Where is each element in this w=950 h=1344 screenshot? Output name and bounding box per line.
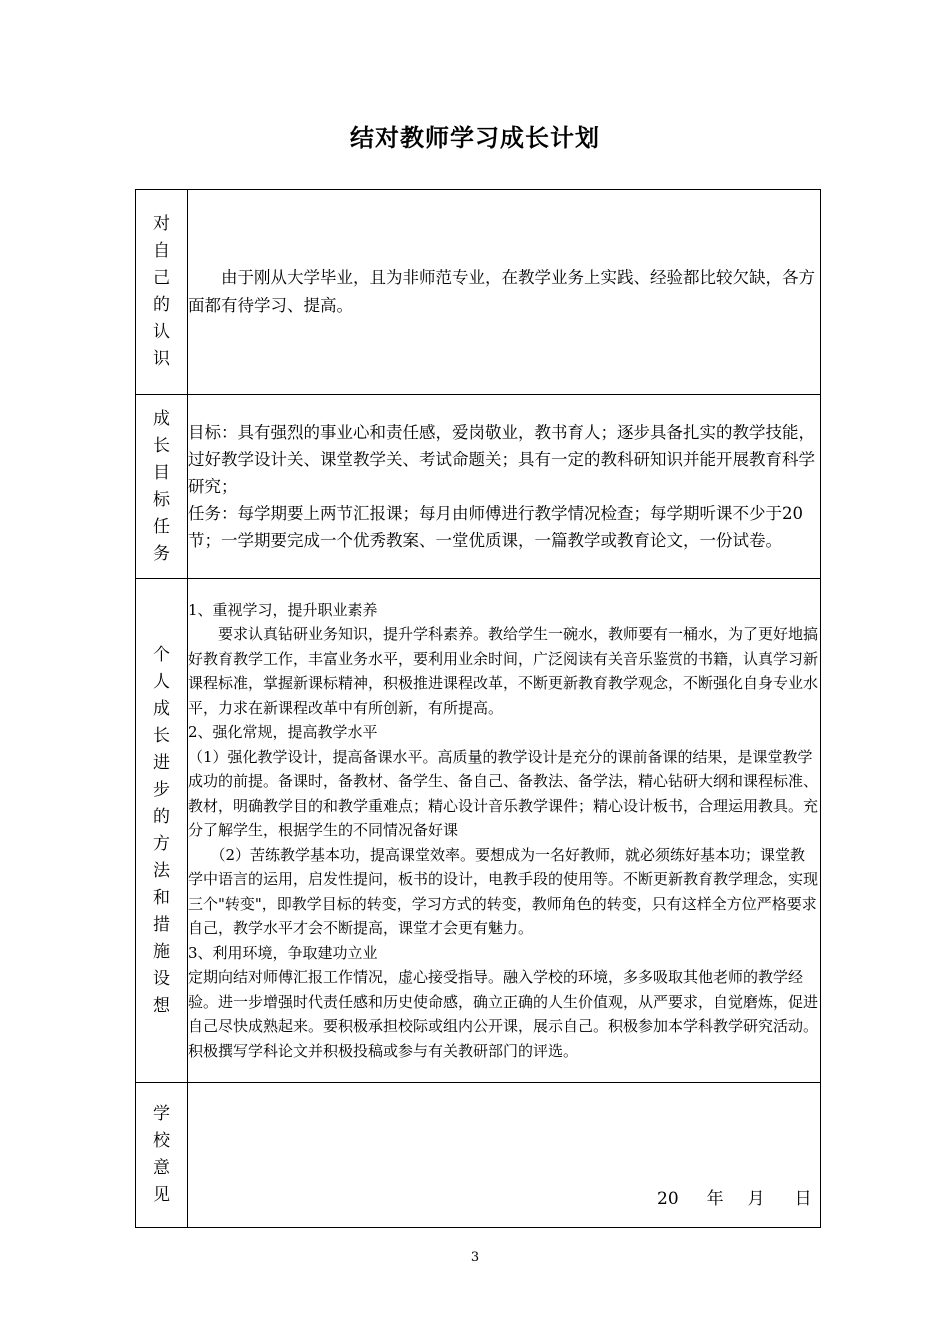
label-char: 识 <box>153 349 170 369</box>
label-char: 对 <box>153 214 170 234</box>
label-char: 方 <box>153 833 170 854</box>
growth-goals-content <box>188 395 821 579</box>
label-char: 己 <box>153 268 170 288</box>
methods-label <box>136 579 188 1083</box>
label-char: 的 <box>153 806 170 827</box>
label-char: 标 <box>153 489 170 510</box>
document-title: 结对教师学习成长计划 <box>350 124 600 152</box>
label-char: 自 <box>153 241 170 261</box>
label-char: 人 <box>153 671 170 692</box>
date-line <box>657 1184 812 1209</box>
label-char: 长 <box>153 435 170 456</box>
section-1-heading: 1、重视学习，提升职业素养 <box>188 600 378 619</box>
label-char: 长 <box>153 725 170 746</box>
plan-table <box>135 189 821 1228</box>
section-2-item-2: （2）苦练教学基本功，提高课堂效率。要想成为一名好教师，就必须练好基本功；课堂教学中语言的运用，启发性提问，板书的设计，电教手段的使用等。不断更新教育教学理念，实现三个"转变"，即教学目标的转变，学习方式的转变，教师角色的转变，只有这样全方位严格要求自己，教学水平才会不断提高，课堂才会更有魅力。 <box>188 845 819 938</box>
label-char: 施 <box>153 941 170 962</box>
label-char: 校 <box>153 1131 170 1151</box>
section-3-heading: 3、利用环境，争取建功立业 <box>188 943 378 962</box>
label-char: 个 <box>153 644 170 665</box>
label-char: 成 <box>153 408 170 429</box>
label-char: 目 <box>153 462 170 483</box>
label-char: 设 <box>153 968 170 989</box>
date-day-unit: 日 <box>794 1189 812 1209</box>
date-month-unit: 月 <box>747 1189 765 1209</box>
self-assessment-content <box>188 190 821 395</box>
label-char: 学 <box>153 1104 170 1124</box>
label-char: 成 <box>153 698 170 719</box>
section-2-item-1: （1）强化教学设计，提高备课水平。高质量的教学设计是充分的课前备课的结果，是课堂教学成功的前提。备课时，备教材、备学生、备自己、备教法、备学法，精心钻研大纲和课程标准、教材，明确教学目的和教学重难点；精心设计音乐教学课件；精心设计板书，合理运用教具。充分了解学生，根据学生的不同情况备好课 <box>188 747 819 840</box>
label-char: 务 <box>153 543 170 564</box>
task-text: 任务：每学期要上两节汇报课；每月由师傅进行教学情况检查；每学期听课不少于20节；一学期要完成一个优秀教案、一堂优质课，一篇教学或教育论文，一份试卷。 <box>188 504 803 550</box>
page-number: 3 <box>470 1250 480 1265</box>
school-opinion-label <box>136 1083 188 1228</box>
date-year: 20 <box>657 1189 679 1209</box>
growth-goals-label <box>136 395 188 579</box>
label-char: 意 <box>153 1158 170 1178</box>
section-3-body: 定期向结对师傅汇报工作情况，虚心接受指导。融入学校的环境，多多吸取其他老师的教学经验。进一步增强时代责任感和历史使命感，确立正确的人生价值观，从严要求，自觉磨炼，促进自己尽快成熟起来。要积极承担校际或组内公开课，展示自己。积极参加本学科教学研究活动。积极撰写学科论文并积极投稿或参与有关教研部门的评选。 <box>188 968 819 1060</box>
label-char: 法 <box>153 860 170 881</box>
section-1-body: 要求认真钻研业务知识，提升学科素养。教给学生一碗水，教师要有一桶水，为了更好地搞好教育教学工作，丰富业务水平，要利用业余时间，广泛阅读有关音乐鉴赏的书籍，认真学习新课程标准，掌握新课标精神，积极推进课程改革，不断更新教育教学观念，不断强化自身专业水平，力求在新课程改革中有所创新，有所提高。 <box>188 625 819 717</box>
label-char: 措 <box>153 914 170 935</box>
label-char: 和 <box>153 887 170 908</box>
self-assessment-text: 由于刚从大学毕业，且为非师范专业，在教学业务上实践、经验都比较欠缺，各方面都有待学习、提高。 <box>188 268 815 315</box>
label-char: 认 <box>153 322 170 342</box>
methods-content <box>188 579 821 1083</box>
goal-text: 目标：具有强烈的事业心和责任感，爱岗敬业，教书育人；逐步具备扎实的教学技能，过好教学设计关、课堂教学关、考试命题关；具有一定的教科研知识并能开展教育科学研究； <box>188 423 815 496</box>
label-char: 见 <box>153 1185 170 1205</box>
methods-row <box>136 579 821 1083</box>
label-char: 进 <box>153 752 170 773</box>
section-2-heading: 2、强化常规，提高教学水平 <box>188 723 378 742</box>
label-char: 任 <box>153 516 170 537</box>
date-year-unit: 年 <box>706 1189 724 1209</box>
label-char: 的 <box>153 295 170 315</box>
growth-goals-row <box>136 395 821 579</box>
self-assessment-row <box>136 190 821 395</box>
label-char: 想 <box>153 995 170 1016</box>
self-assessment-label <box>136 190 188 395</box>
label-char: 步 <box>153 779 170 800</box>
